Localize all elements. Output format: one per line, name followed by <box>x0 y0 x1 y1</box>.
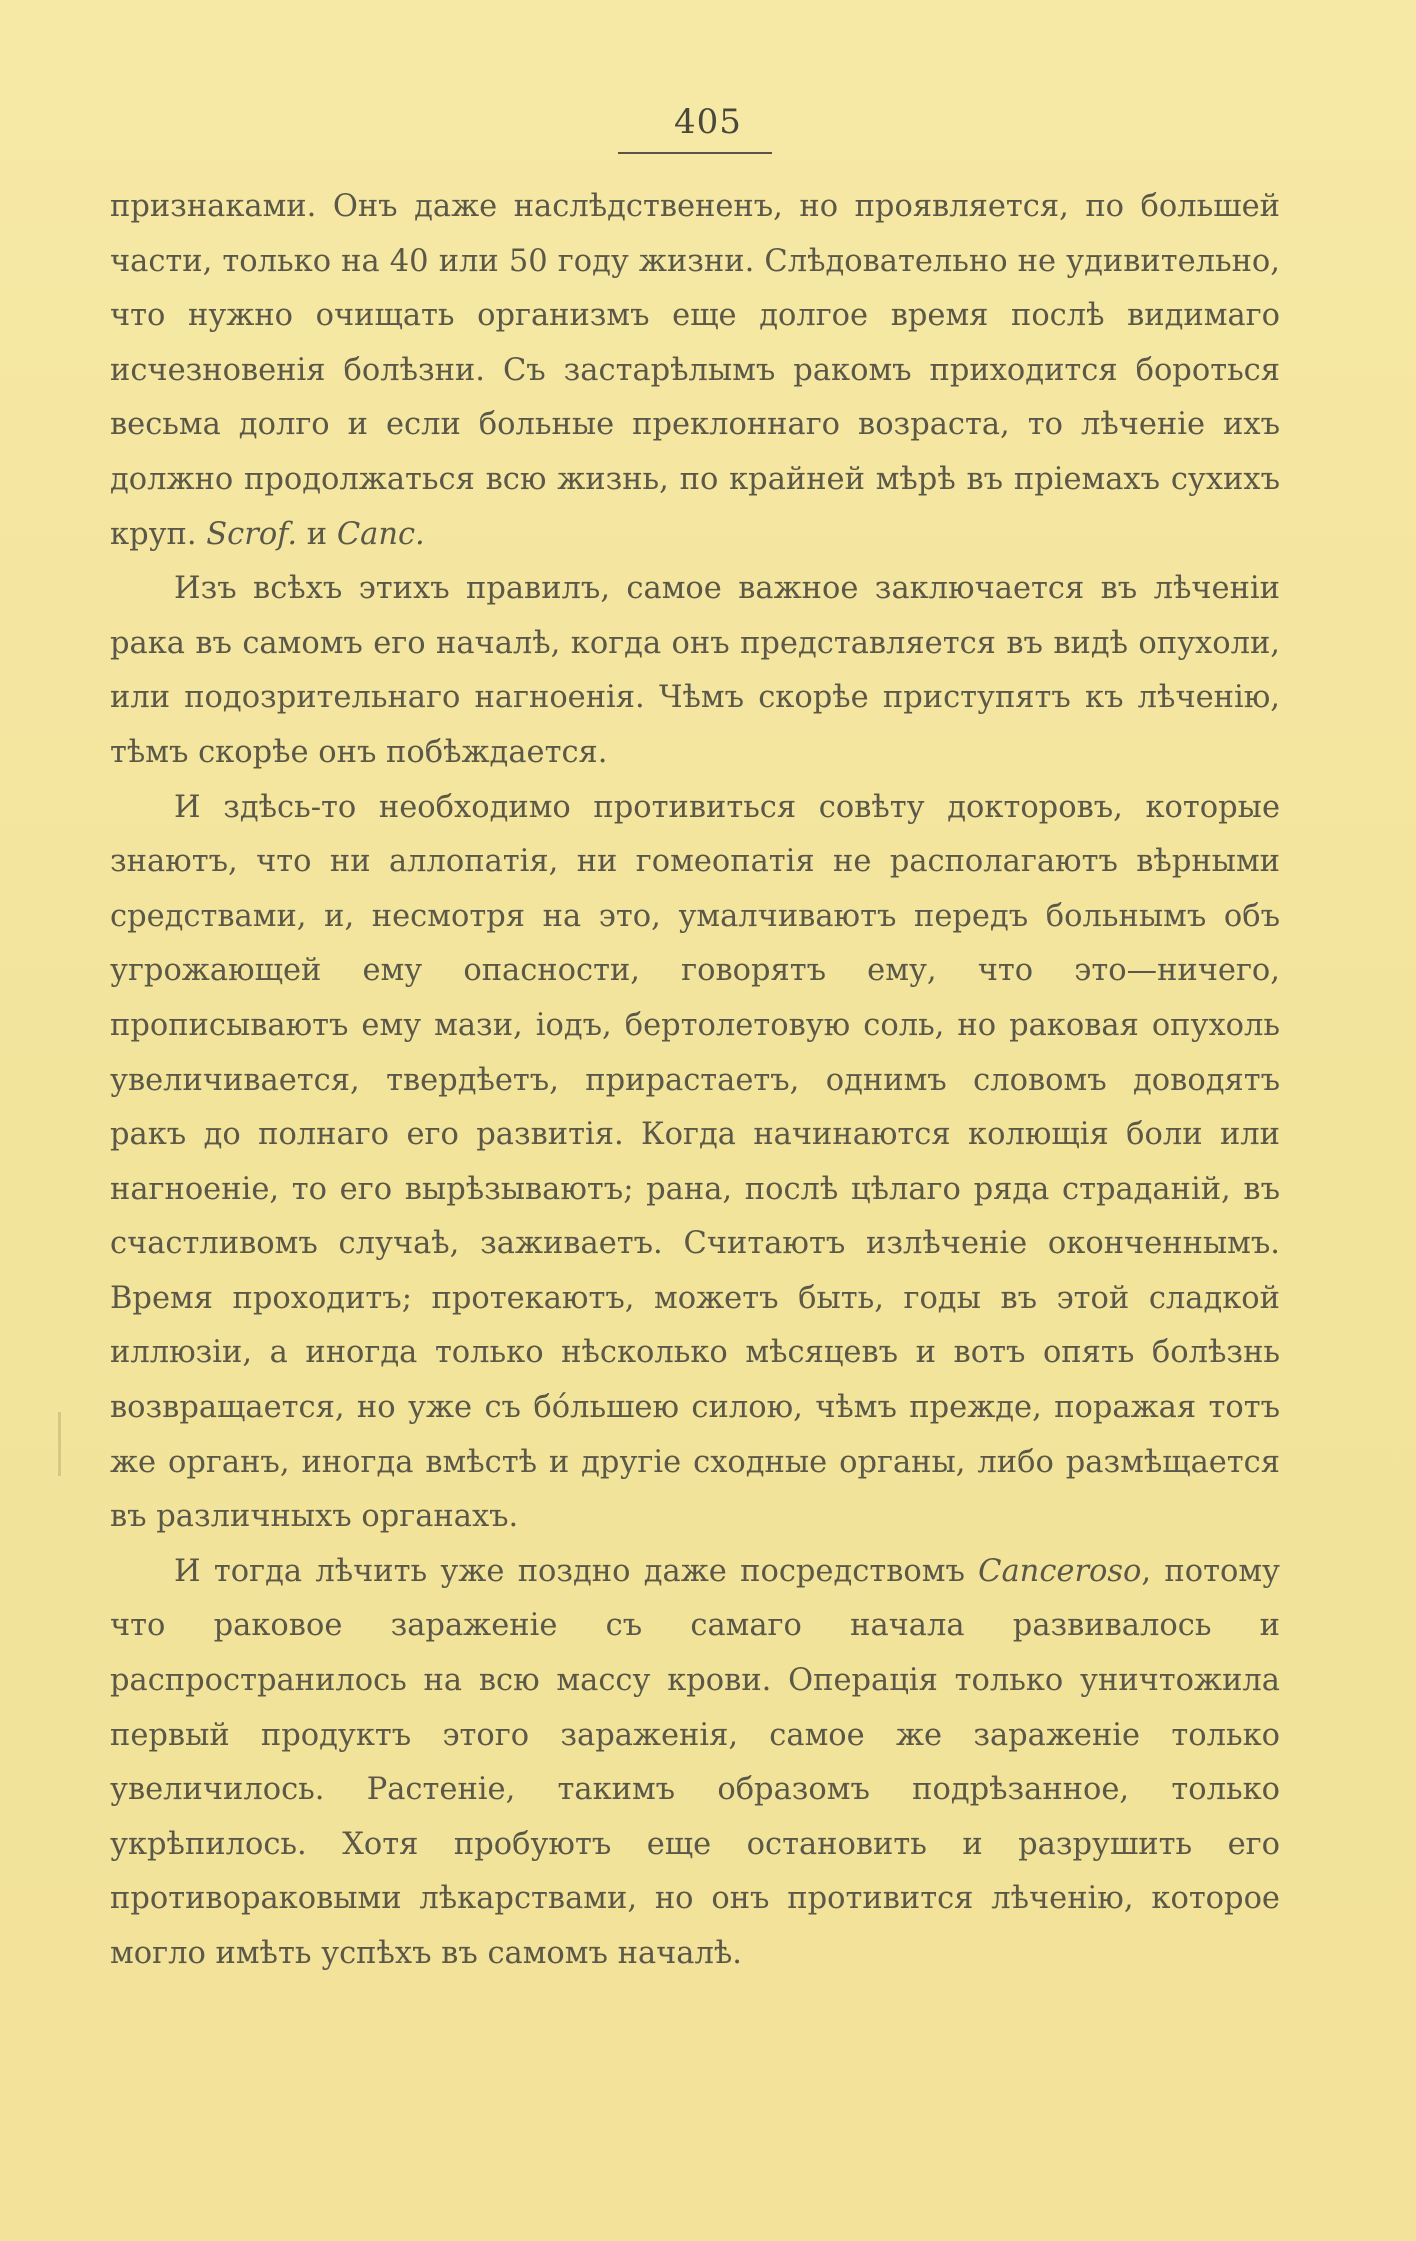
latin-term-scrof: Scrof. <box>206 516 298 552</box>
paragraph-4 <box>110 1545 1280 1982</box>
paragraph-4-text-end: , потому что раковое зараженіе съ самаго начала развивалось и распространилось на всю массу крови. Операція только уничтожила первый продуктъ этого зараженія, самое же зараженіе только увеличилось. Растеніе, такимъ образомъ подрѣзанное, только укрѣпилось. Хотя пробуютъ еще остановить и разрушить его противораковыми лѣкарствами, но онъ противится лѣченію, которое могло имѣть успѣхъ въ самомъ началѣ. <box>110 1553 1280 1971</box>
page-number: 405 <box>674 102 742 142</box>
paragraph-1-conjunction: и <box>297 516 337 552</box>
paragraph-2 <box>110 562 1280 780</box>
latin-term-canc: Canc. <box>336 516 425 552</box>
page-number-rule <box>618 152 772 154</box>
paragraph-1-text: признаками. Онъ даже наслѣдствененъ, но проявляется, по большей части, только на 40 или 50 году жизни. Слѣдовательно не удивительно, что нужно очищать организмъ еще долгое время послѣ видимаго исчезновенія болѣзни. Съ застарѣлымъ ракомъ приходится бороться весьма долго и если больные преклоннаго возраста, то лѣченіе ихъ должно продолжаться всю жизнь, по крайней мѣрѣ въ пріемахъ сухихъ круп. <box>110 189 1280 552</box>
paragraph-2-text: Изъ всѣхъ этихъ правилъ, самое важное заключается въ лѣченіи рака въ самомъ его началѣ, когда онъ представляется въ видѣ опухоли, или подозрительнаго нагноенія. Чѣмъ скорѣе приступятъ къ лѣченію, тѣмъ скорѣе онъ побѣждается. <box>110 571 1280 770</box>
margin-mark <box>58 1412 61 1476</box>
body-text <box>110 180 1280 1982</box>
paragraph-1 <box>110 180 1280 562</box>
paragraph-4-text-start: И тогда лѣчить уже поздно даже посредствомъ <box>174 1553 979 1589</box>
paragraph-3-text: И здѣсь-то необходимо противиться совѣту докторовъ, которые знаютъ, что ни аллопатія, ни гомеопатія не располагаютъ вѣрными средствами, и, несмотря на это, умалчиваютъ передъ больнымъ объ угрожающей ему опасности, говорятъ ему, что это—ничего, прописываютъ ему мази, іодъ, бертолетовую соль, но раковая опухоль увеличивается, твердѣетъ, прирастаетъ, однимъ словомъ доводятъ ракъ до полнаго его развитія. Когда начинаются колющія боли или нагноеніе, то его вырѣзываютъ; рана, послѣ цѣлаго ряда страданій, въ счастливомъ случаѣ, заживаетъ. Считаютъ излѣченіе оконченнымъ. Время проходитъ; протекаютъ, можетъ быть, годы въ этой сладкой иллюзіи, а иногда только нѣсколько мѣсяцевъ и вотъ опять болѣзнь возвращается, но уже съ бóльшею силою, чѣмъ прежде, поражая тотъ же органъ, иногда вмѣстѣ и другіе сходные органы, либо размѣщается въ различныхъ органахъ. <box>110 789 1280 1535</box>
latin-term-canceroso: Canceroso <box>978 1553 1142 1589</box>
paragraph-3 <box>110 781 1280 1545</box>
